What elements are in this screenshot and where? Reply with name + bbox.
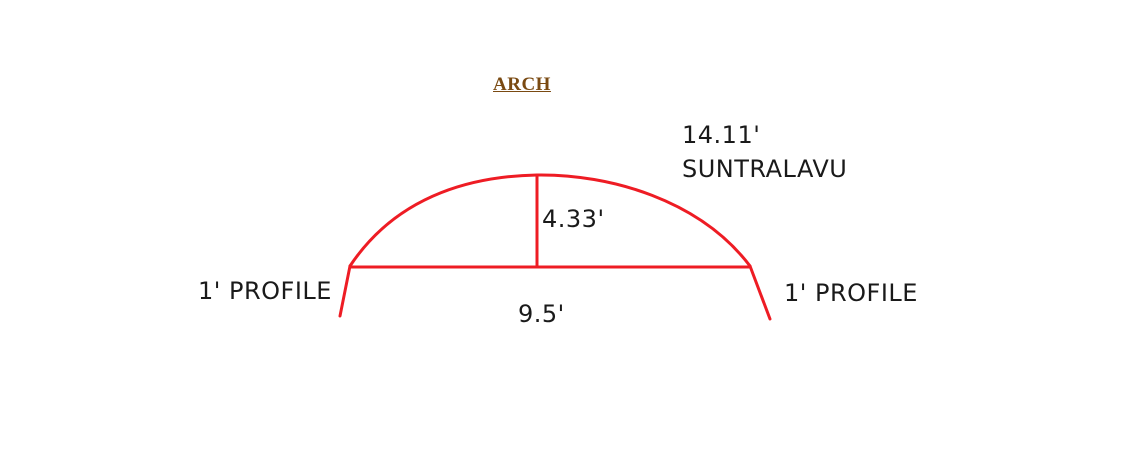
arc-length-label	[682, 118, 847, 186]
arc-length-name: SUNTRALAVU	[682, 155, 848, 183]
profile-left-line	[340, 266, 350, 316]
rise-label: 4.33'	[542, 205, 605, 233]
profile-left-label: 1' PROFILE	[198, 277, 332, 305]
arc-length-value: 14.11'	[682, 121, 761, 149]
profile-right-line	[750, 266, 770, 319]
profile-right-label: 1' PROFILE	[784, 279, 918, 307]
diagram-title: ARCH	[493, 74, 551, 95]
span-label: 9.5'	[518, 300, 565, 328]
